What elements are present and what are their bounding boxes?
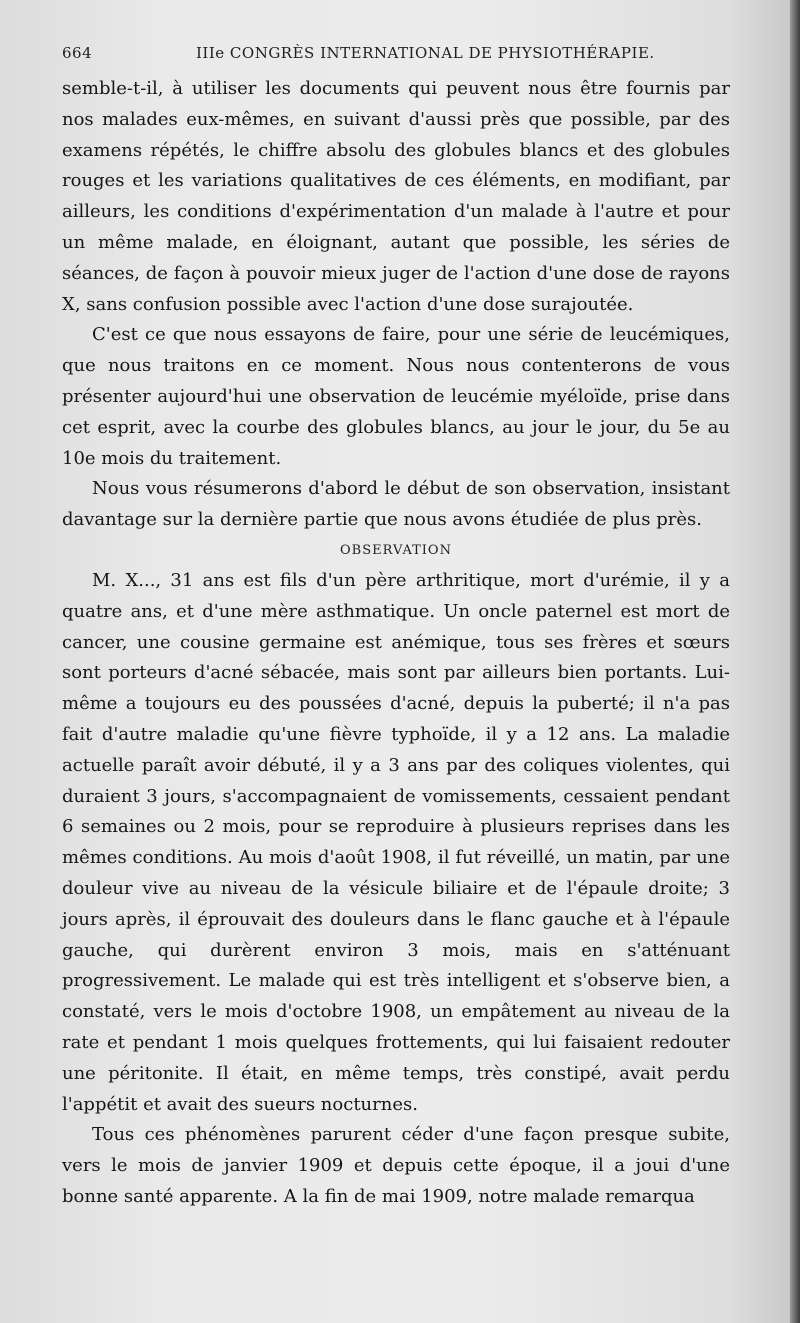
observation-paragraph-2: Tous ces phénomènes parurent céder d'une façon presque subite, vers le mois de janvier 1909 et depuis cette époque, il a joui d'une bonne santé apparente. A la fin de mai 1909, notre malade remarqua bbox=[62, 1124, 730, 1207]
running-head: IIIe CONGRÈS INTERNATIONAL DE PHYSIOTHÉRAPIE. bbox=[196, 44, 655, 62]
page-header bbox=[62, 42, 730, 66]
section-title: OBSERVATION bbox=[340, 542, 452, 558]
paragraph-2: C'est ce que nous essayons de faire, pour une série de leucémiques, que nous traitons en ce moment. Nous nous contenterons de vous présenter aujourd'hui une observation de leucémie myéloïde, prise dans cet esprit, avec la courbe des globules blancs, au jour le jour, du 5e au 10e mois du traitement. bbox=[62, 324, 730, 469]
paragraph-3: Nous vous résumerons d'abord le début de son observation, insistant davantage sur la dernière partie que nous avons étudiée de plus près. bbox=[62, 478, 730, 531]
body-text bbox=[62, 74, 730, 1213]
observation-paragraph-1: M. X..., 31 ans est fils d'un père arthritique, mort d'urémie, il y a quatre ans, et d'une mère asthmatique. Un oncle paternel est mort de cancer, une cousine germaine est anémique, tous ses frères et sœurs sont porteurs d'acné sébacée, mais sont par ailleurs bien portants. Lui-même a toujours eu des poussées d'acné, depuis la puberté; il n'a pas fait d'autre maladie qu'une fièvre typhoïde, il y a 12 ans. La maladie actuelle paraît avoir débuté, il y a 3 ans par des coliques violentes, qui duraient 3 jours, s'accompagnaient de vomissements, cessaient pendant 6 semaines ou 2 mois, pour se reproduire à plusieurs reprises dans les mêmes conditions. Au mois d'août 1908, il fut réveillé, un matin, par une douleur vive au niveau de la vésicule biliaire et de l'épaule droite; 3 jours après, il éprouvait des douleurs dans le flanc gauche et à l'épaule gauche, qui durèrent environ 3 mois, mais en s'atténuant progressivement. Le malade qui est très intelligent et s'observe bien, a constaté, vers le mois d'octobre 1908, un empâtement au niveau de la rate et pendant 1 mois quelques frottements, qui lui faisaient redouter une péritonite. Il était, en même temps, très constipé, avait perdu l'appétit et avait des sueurs nocturnes. bbox=[62, 569, 730, 1115]
page-edge-shadow bbox=[790, 0, 800, 1323]
page-number: 664 bbox=[62, 44, 93, 62]
paragraph-1: semble-t-il, à utiliser les documents qui peuvent nous être fournis par nos malades eux-mêmes, en suivant d'aussi près que possible, par des examens répétés, le chiffre absolu des globules blancs et des globules rouges et les variations qualitatives de ces éléments, en modifiant, par ailleurs, les conditions d'expérimentation d'un malade à l'autre et pour un même malade, en éloignant, autant que possible, les séries de séances, de façon à pouvoir mieux juger de l'action d'une dose de rayons X, sans confusion possible avec l'action d'une dose surajoutée. bbox=[62, 78, 730, 315]
